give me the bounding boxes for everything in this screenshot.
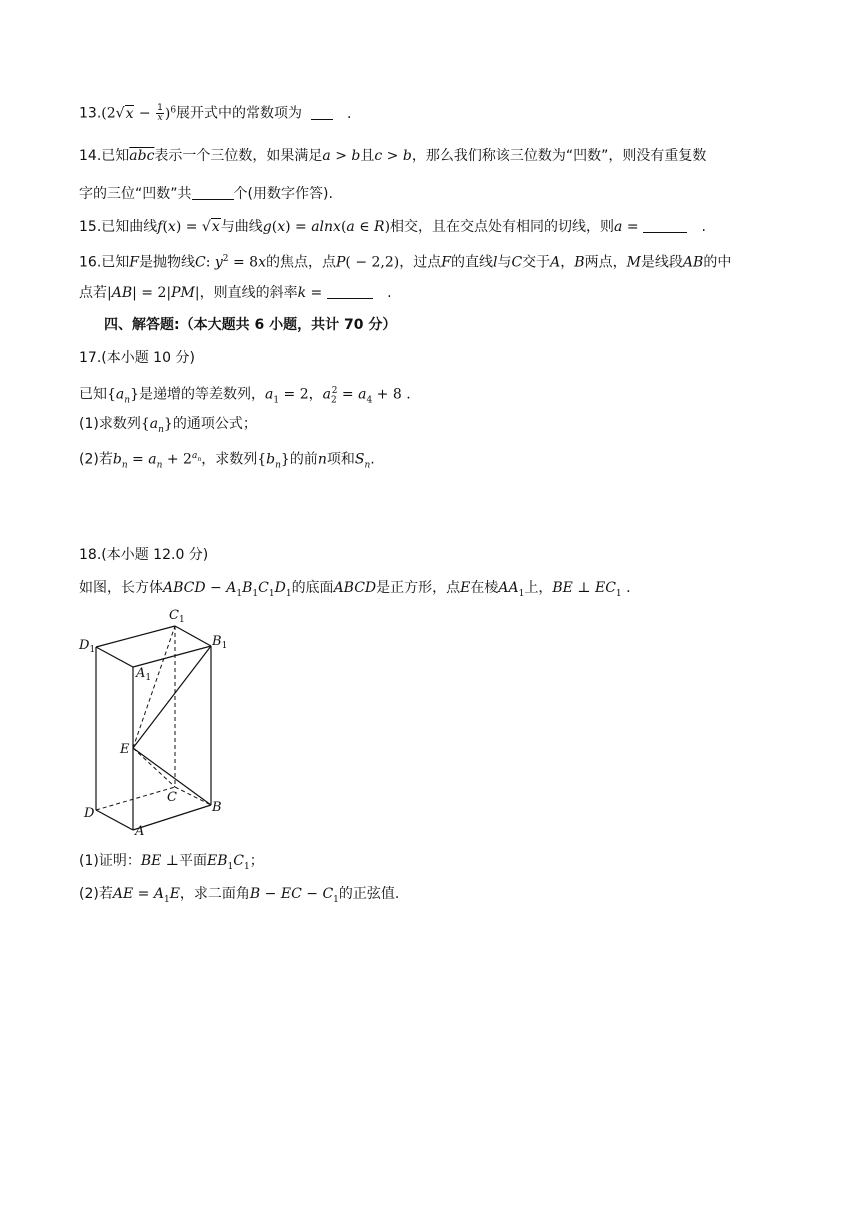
- label-d1: $D_1$: [79, 638, 96, 655]
- edge-da: [96, 810, 133, 830]
- question-17-part2: (2)若$b_n = a_n + 2^{a_n}$，求数列$\{b_n\}$的前n项和$S_n$.: [79, 451, 375, 471]
- label-b: B: [212, 800, 222, 815]
- question-16-line2: 点若|AB| = 2|PM|，则直线的斜率k = .: [79, 285, 392, 301]
- label-c: C: [167, 790, 177, 805]
- prism-figure: [78, 605, 238, 835]
- answer-blank[interactable]: [311, 105, 333, 120]
- section-heading: 四、解答题:（本大题共 6 小题，共计 70 分）: [104, 317, 397, 333]
- question-14: 14.已知$\overline{abc}$表示一个三位数，如果满足a > b且c > b，那么我们称该三位数为“凹数”，则没有重复数: [79, 148, 707, 164]
- question-17-part1: (1)求数列$\{a_n\}$的通项公式；: [79, 416, 257, 435]
- edge-dc-hidden: [96, 787, 175, 810]
- edge-cb-hidden: [175, 787, 211, 805]
- segment-eb1: [133, 646, 211, 748]
- edge-d1c1: [96, 626, 175, 647]
- answer-blank[interactable]: [192, 185, 234, 200]
- question-18-stem: 如图，长方体ABCD − $A_1B_1C_1D_1$的底面ABCD是正方形，点E在棱$AA_1$上，BE ⊥ $EC_1$ .: [79, 580, 631, 599]
- label-c1: $C_1$: [169, 608, 185, 625]
- question-16: 16.已知F是抛物线C: $y^2 = 8x$的焦点，点P( − 2,2)，过点F的直线l与C交于A，B两点，M是线段AB的中: [79, 254, 732, 271]
- edge-c1b1: [175, 626, 211, 646]
- question-18-part1: (1)证明：BE ⊥平面$EB_1C_1$；: [79, 853, 264, 872]
- answer-blank[interactable]: [327, 284, 373, 299]
- question-17-header: 17.(本小题 10 分): [79, 350, 195, 366]
- segment-ec-hidden: [133, 748, 175, 787]
- question-18-header: 18.(本小题 12.0 分): [79, 547, 209, 563]
- label-a1: $A_1$: [136, 666, 152, 683]
- label-b1: $B_1$: [212, 634, 228, 651]
- edge-a1d1: [96, 647, 133, 667]
- question-15: 15.已知曲线f(x) = √x与曲线g(x) = alnx(a ∈ R)相交，且在交点处有相同的切线，则a = .: [79, 219, 706, 235]
- answer-blank[interactable]: [643, 218, 687, 233]
- question-13: 13.(2√x − $\frac{1}{x}$ )$^6$展开式中的常数项为 .: [79, 103, 352, 124]
- label-e: E: [120, 742, 130, 757]
- label-a: A: [135, 824, 145, 835]
- question-18-part2: (2)若AE = $A_1E$，求二面角B − EC − $C_1$的正弦值.: [79, 886, 400, 905]
- edge-b1a1: [133, 646, 211, 667]
- segment-ec1-hidden: [133, 626, 175, 748]
- question-14-line2: 字的三位“凹数”共 个(用数字作答).: [79, 186, 333, 202]
- edge-ab: [133, 805, 211, 830]
- question-17-stem: 已知$\{a_n\}$是递增的等差数列，$a_1 = 2$，$a_2^2 = a_4 + 8$ .: [79, 386, 411, 406]
- label-d: D: [84, 806, 95, 821]
